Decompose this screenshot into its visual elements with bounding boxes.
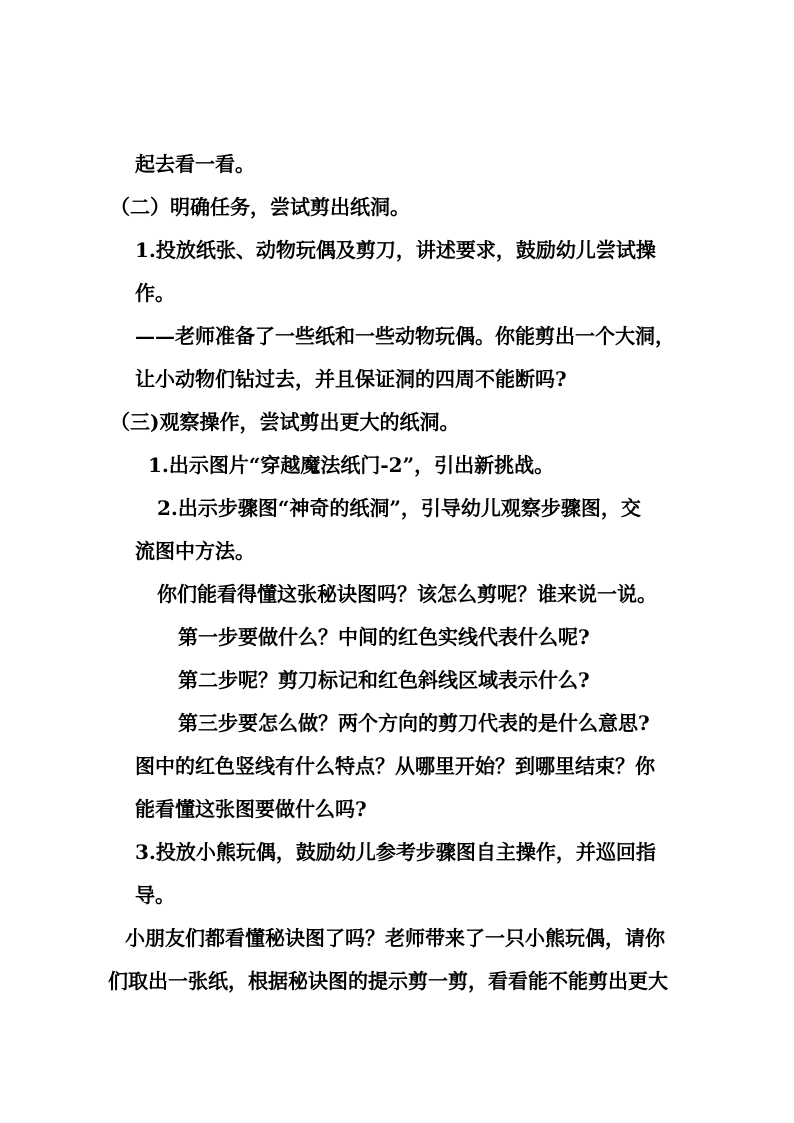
text-line: ——老师准备了一些纸和一些动物玩偶。你能剪出一个大洞， — [135, 324, 675, 348]
text-line: 让小动物们钻过去，并且保证洞的四周不能断吗? — [135, 367, 567, 391]
text-line: 第一步要做什么？中间的红色实线代表什么呢? — [178, 625, 590, 649]
text-line: 图中的红色竖线有什么特点？从哪里开始？到哪里结束？你 — [135, 754, 655, 778]
section-heading: （三)观察操作，尝试剪出更大的纸洞。 — [110, 410, 460, 434]
text-line: 1.出示图片“穿越魔法纸门-2”，引出新挑战。 — [148, 453, 555, 477]
text-line: 第三步要怎么做？两个方向的剪刀代表的是什么意思? — [178, 711, 650, 735]
text-line: 第二步呢？剪刀标记和红色斜线区域表示什么? — [178, 668, 590, 692]
text-line: 能看懂这张图要做什么吗? — [135, 797, 367, 821]
text-line: 1.投放纸张、动物玩偶及剪刀，讲述要求，鼓励幼儿尝试操 — [135, 238, 656, 262]
text-line: 导。 — [135, 883, 175, 907]
text-line: 2.出示步骤图“神奇的纸洞”，引导幼儿观察步骤图，交 — [157, 496, 641, 520]
text-line: 作。 — [135, 281, 175, 305]
text-line: 流图中方法。 — [135, 539, 255, 563]
text-line: 们取出一张纸，根据秘诀图的提示剪一剪，看看能不能剪出更大 — [108, 969, 668, 993]
text-line: 起去看一看。 — [135, 152, 255, 176]
text-line: 小朋友们都看懂秘诀图了吗？老师带来了一只小熊玩偶，请你 — [125, 926, 665, 950]
text-line: 你们能看得懂这张秘诀图吗？该怎么剪呢？谁来说一说。 — [157, 582, 657, 606]
section-heading: （二）明确任务，尝试剪出纸洞。 — [110, 195, 410, 219]
text-line: 3.投放小熊玩偶，鼓励幼儿参考步骤图自主操作，并巡回指 — [135, 840, 656, 864]
